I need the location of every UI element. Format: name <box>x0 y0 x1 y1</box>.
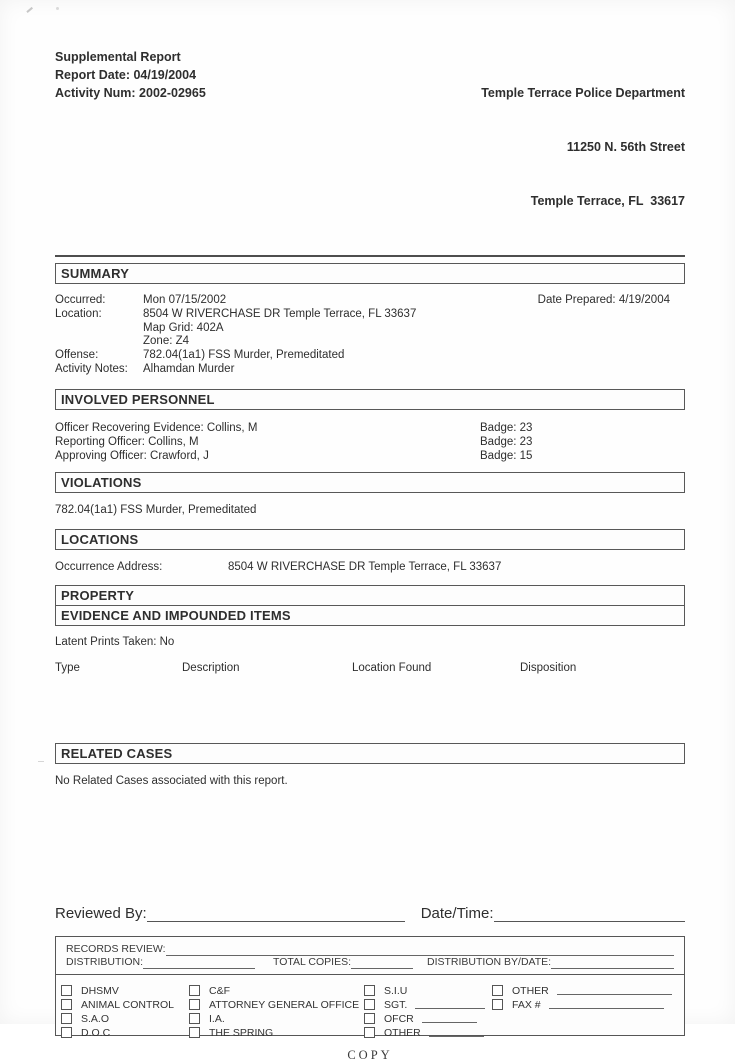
department-street: 11250 N. 56th Street <box>566 140 685 154</box>
checkbox-item <box>189 1026 364 1040</box>
officer-badge: Badge: 23 <box>480 435 533 448</box>
field-value: Alhamdan Murder <box>143 362 235 375</box>
department-name: Temple Terrace Police Department <box>481 86 685 100</box>
checkbox-item <box>492 998 676 1012</box>
field-value: Map Grid: 402A <box>143 321 224 334</box>
records-review-box <box>55 936 685 1039</box>
latent-prints: Latent Prints Taken: No <box>55 636 175 649</box>
field-value: 782.04(1a1) FSS Murder, Premeditated <box>143 349 345 362</box>
location-row <box>55 561 685 575</box>
section-title: EVIDENCE AND IMPOUNDED ITEMS <box>61 608 291 624</box>
checkbox[interactable] <box>61 1013 72 1024</box>
report-header-right <box>481 48 685 246</box>
checkbox[interactable] <box>364 985 375 996</box>
total-copies-fill-line[interactable] <box>351 959 413 969</box>
scan-artifact <box>26 7 32 13</box>
field-label <box>55 335 143 349</box>
review-signature-row <box>55 903 685 922</box>
checkbox-column-4 <box>492 984 676 1040</box>
header-divider <box>55 255 685 257</box>
fill-in-line[interactable] <box>429 1029 484 1037</box>
distribution-label: DISTRIBUTION: <box>66 955 144 968</box>
officer-name: Approving Officer: Crawford, J <box>55 449 209 462</box>
section-header-personnel <box>55 389 685 410</box>
section-header-property-evidence <box>55 585 685 626</box>
distribution-by-label: DISTRIBUTION BY/DATE: <box>427 955 552 968</box>
field-value: 8504 W RIVERCHASE DR Temple Terrace, FL 33637 <box>228 560 502 573</box>
checkbox-label: FAX # <box>512 998 541 1011</box>
checkbox-column-1 <box>61 984 189 1040</box>
summary-row <box>55 363 685 377</box>
checkbox-label: C&F <box>209 984 230 997</box>
activity-number: Activity Num: 2002-02965 <box>55 86 206 100</box>
section-title: INVOLVED PERSONNEL <box>61 391 215 407</box>
field-value: Zone: Z4 <box>143 335 190 348</box>
checkbox[interactable] <box>189 1013 200 1024</box>
checkbox[interactable] <box>364 1027 375 1038</box>
checkbox-item <box>492 984 676 998</box>
checkbox-item <box>364 998 492 1012</box>
field-label: Occurred: <box>55 294 106 306</box>
column-header-description: Description <box>182 662 240 675</box>
section-header-violations <box>55 472 685 493</box>
checkbox-label: S.I.U <box>384 984 408 997</box>
checkbox-label: OTHER <box>384 1026 421 1039</box>
checkbox[interactable] <box>61 999 72 1010</box>
field-label: Location: <box>55 307 102 320</box>
column-header-disposition: Disposition <box>520 662 577 675</box>
officer-name: Reporting Officer: Collins, M <box>55 435 199 448</box>
personnel-row <box>55 435 685 449</box>
summary-section <box>55 294 685 377</box>
summary-row <box>55 308 685 322</box>
fill-in-line[interactable] <box>557 987 672 995</box>
checkbox-item <box>189 984 364 998</box>
distribution-by-fill-line[interactable] <box>551 959 674 969</box>
report-header <box>55 48 685 246</box>
records-review-fill-line[interactable] <box>166 946 674 956</box>
checkbox[interactable] <box>492 985 503 996</box>
related-cases-text: No Related Cases associated with this report. <box>55 774 288 787</box>
field-label: Offense: <box>55 349 99 362</box>
checkbox-item <box>61 1026 189 1040</box>
section-title: SUMMARY <box>61 266 130 281</box>
column-header-location-found: Location Found <box>352 662 432 675</box>
checkbox[interactable] <box>492 999 503 1010</box>
fill-in-line[interactable] <box>422 1015 477 1023</box>
field-label: Activity Notes: <box>55 362 128 375</box>
checkbox-label: ANIMAL CONTROL <box>81 998 174 1011</box>
checkbox-label: DHSMV <box>81 984 119 997</box>
column-header-type: Type <box>55 662 80 675</box>
fill-in-line[interactable] <box>549 1001 664 1009</box>
datetime-fill-line[interactable] <box>494 907 685 922</box>
checkbox-item <box>364 1026 492 1040</box>
checkbox-label: ATTORNEY GENERAL OFFICE <box>209 998 360 1011</box>
summary-row <box>55 335 685 349</box>
checkbox-label: OTHER <box>512 984 549 997</box>
reviewed-by-label: Reviewed By: <box>55 904 147 922</box>
checkbox-label: OFCR <box>384 1012 414 1025</box>
report-header-left <box>55 48 206 246</box>
officer-badge: Badge: 15 <box>480 449 533 462</box>
scan-artifact <box>38 761 44 762</box>
records-review-label: RECORDS REVIEW: <box>66 942 166 955</box>
officer-name: Officer Recovering Evidence: Collins, M <box>55 421 258 434</box>
section-title: LOCATIONS <box>61 531 139 547</box>
section-header-property <box>55 585 685 605</box>
distribution-row <box>66 956 674 969</box>
total-copies-label: TOTAL COPIES: <box>273 955 352 968</box>
report-date: Report Date: 04/19/2004 <box>55 68 197 82</box>
field-label <box>55 322 143 336</box>
summary-row <box>55 349 685 363</box>
personnel-row <box>55 421 685 435</box>
checkbox-label: SGT. <box>384 998 408 1011</box>
checkbox-label: S.A.O <box>81 1012 110 1025</box>
section-header-evidence <box>55 605 685 626</box>
field-value: 8504 W RIVERCHASE DR Temple Terrace, FL 33637 <box>143 307 417 320</box>
checkbox[interactable] <box>364 1013 375 1024</box>
checkbox-item <box>189 998 364 1012</box>
officer-badge: Badge: 23 <box>480 421 533 434</box>
checkbox[interactable] <box>189 985 200 996</box>
department-city: Temple Terrace, FL 33617 <box>530 194 685 208</box>
checkbox[interactable] <box>189 1027 200 1038</box>
checkbox[interactable] <box>364 999 375 1010</box>
summary-row <box>55 322 685 336</box>
report-type: Supplemental Report <box>55 50 181 64</box>
checkbox-label: I.A. <box>209 1012 225 1025</box>
evidence-table-header <box>55 662 685 676</box>
checkbox-item <box>364 984 492 998</box>
checkbox[interactable] <box>61 985 72 996</box>
checkbox-label: D.O.C <box>81 1026 111 1039</box>
section-title: VIOLATIONS <box>61 474 142 490</box>
section-header-related-cases <box>55 743 685 764</box>
section-title: PROPERTY <box>61 588 135 604</box>
checkbox-label: THE SPRING <box>209 1026 274 1039</box>
distribution-checkbox-grid <box>56 975 684 1040</box>
section-header-summary <box>55 263 685 284</box>
section-title: RELATED CASES <box>61 745 173 761</box>
personnel-section <box>55 421 685 463</box>
reviewed-by-signature-line[interactable] <box>147 907 405 922</box>
checkbox-column-2 <box>189 984 364 1040</box>
checkbox[interactable] <box>189 999 200 1010</box>
fill-in-line[interactable] <box>415 1001 485 1009</box>
checkbox-item <box>61 998 189 1012</box>
distribution-fill-line[interactable] <box>143 959 255 969</box>
field-label: Occurrence Address: <box>55 560 163 573</box>
checkbox-column-3 <box>364 984 492 1040</box>
checkbox[interactable] <box>61 1027 72 1038</box>
date-prepared: Date Prepared: 4/19/2004 <box>537 294 670 306</box>
checkbox-item <box>61 984 189 998</box>
section-header-locations <box>55 529 685 550</box>
records-review-row <box>66 943 674 956</box>
violation-text: 782.04(1a1) FSS Murder, Premeditated <box>55 503 257 516</box>
personnel-row <box>55 449 685 463</box>
field-value: Mon 07/15/2002 <box>143 294 227 306</box>
scan-artifact <box>56 7 59 10</box>
copy-stamp: COPY <box>347 1047 393 1062</box>
datetime-label: Date/Time: <box>420 904 494 922</box>
